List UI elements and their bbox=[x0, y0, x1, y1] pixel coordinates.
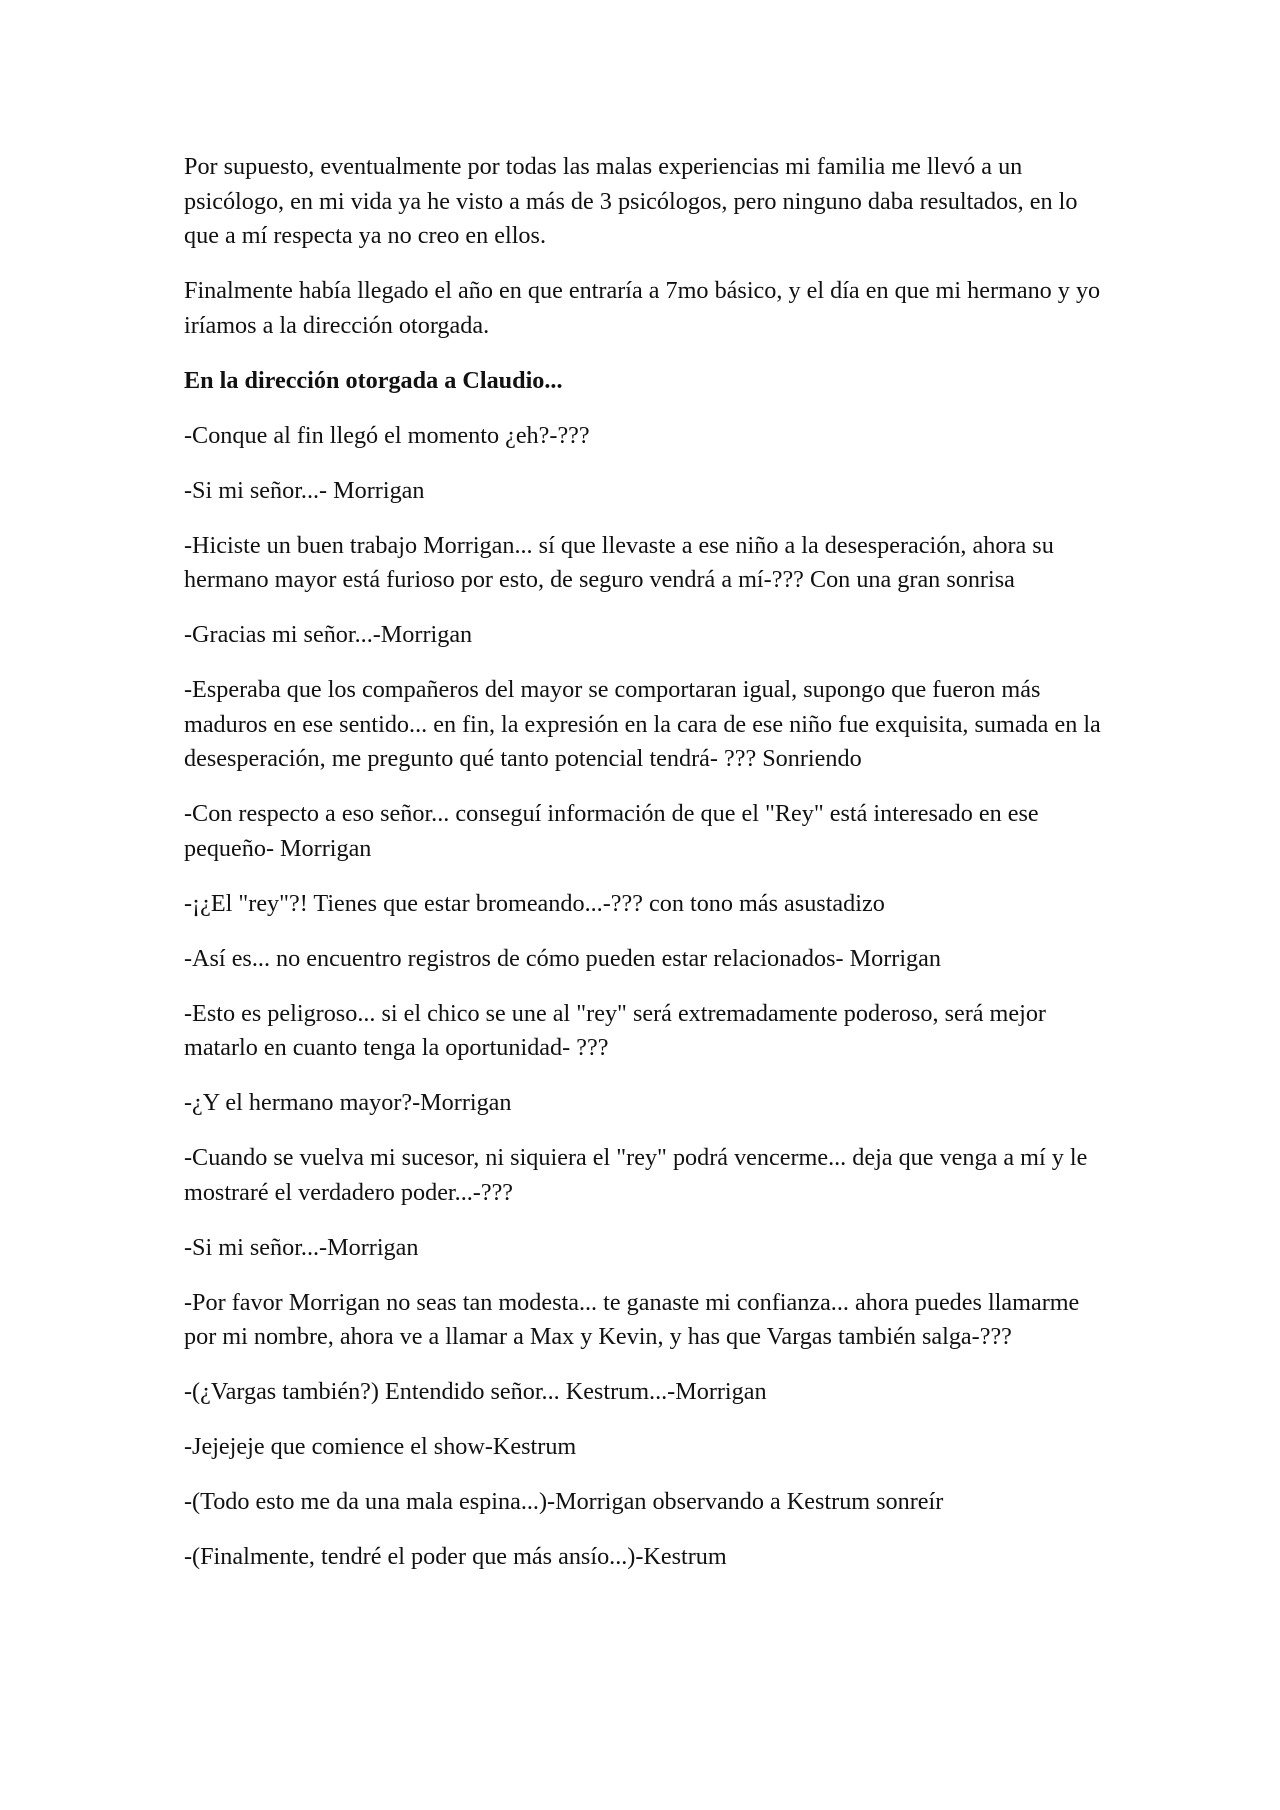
dialogue-line-3: -Hiciste un buen trabajo Morrigan... sí que llevaste a ese niño a la desesperación, ahora su hermano mayor está furioso por esto, de seguro vendrá a mí-??? Con una gran sonrisa bbox=[184, 531, 1054, 593]
dialogue-line-10: -¿Y el hermano mayor?-Morrigan bbox=[184, 1089, 512, 1116]
dialogue-line-15: -Jejejeje que comience el show-Kestrum bbox=[184, 1433, 577, 1460]
dialogue-line-16: -(Todo esto me da una mala espina...)-Morrigan observando a Kestrum sonreír bbox=[184, 1488, 944, 1515]
dialogue-line-1: -Conque al fin llegó el momento ¿eh?-??? bbox=[184, 421, 590, 449]
dialogue-line-2: -Si mi señor...- Morrigan bbox=[184, 476, 425, 504]
dialogue-line-7: -¡¿El "rey"?! Tienes que estar bromeando...-??? con tono más asustadizo bbox=[184, 889, 885, 917]
dialogue-line-4: -Gracias mi señor...-Morrigan bbox=[184, 621, 473, 648]
paragraph-1: Por supuesto, eventualmente por todas las malas experiencias mi familia me llevó a un psicólogo, en mi vida ya he visto a más de 3 psicólogos, pero ninguno daba resultados, en lo que a mí respecta ya no creo en ellos. bbox=[184, 153, 1078, 249]
document-page bbox=[184, 150, 1114, 1595]
dialogue-line-9: -Esto es peligroso... si el chico se une al "rey" será extremadamente poderoso, será mejor matarlo en cuanto tenga la oportunidad- ??? bbox=[184, 999, 1046, 1061]
dialogue-line-13: -Por favor Morrigan no seas tan modesta... te ganaste mi confianza... ahora puedes llamarme por mi nombre, ahora ve a llamar a Max y Kevin, y has que Vargas también salga-??? bbox=[184, 1288, 1080, 1350]
section-heading: En la dirección otorgada a Claudio... bbox=[184, 366, 563, 394]
paragraph-2: Finalmente había llegado el año en que entraría a 7mo básico, y el día en que mi hermano y yo iríamos a la dirección otorgada. bbox=[184, 277, 1101, 339]
dialogue-line-8: -Así es... no encuentro registros de cómo pueden estar relacionados- Morrigan bbox=[184, 944, 941, 972]
dialogue-line-5: -Esperaba que los compañeros del mayor se comportaran igual, supongo que fueron más maduros en ese sentido... en fin, la expresión en la cara de ese niño fue exquisita, sumada en la desesperación, me pregunto qué tanto potencial tendrá- ??? Sonriendo bbox=[184, 676, 1101, 772]
dialogue-line-6: -Con respecto a eso señor... conseguí información de que el "Rey" está interesado en ese pequeño- Morrigan bbox=[184, 800, 1039, 862]
dialogue-line-12: -Si mi señor...-Morrigan bbox=[184, 1233, 419, 1261]
dialogue-line-11: -Cuando se vuelva mi sucesor, ni siquiera el "rey" podrá vencerme... deja que venga a mí y le mostraré el verdadero poder...-??? bbox=[184, 1144, 1088, 1206]
dialogue-line-17: -(Finalmente, tendré el poder que más ansío...)-Kestrum bbox=[184, 1543, 727, 1570]
dialogue-line-14: -(¿Vargas también?) Entendido señor... Kestrum...-Morrigan bbox=[184, 1378, 767, 1405]
